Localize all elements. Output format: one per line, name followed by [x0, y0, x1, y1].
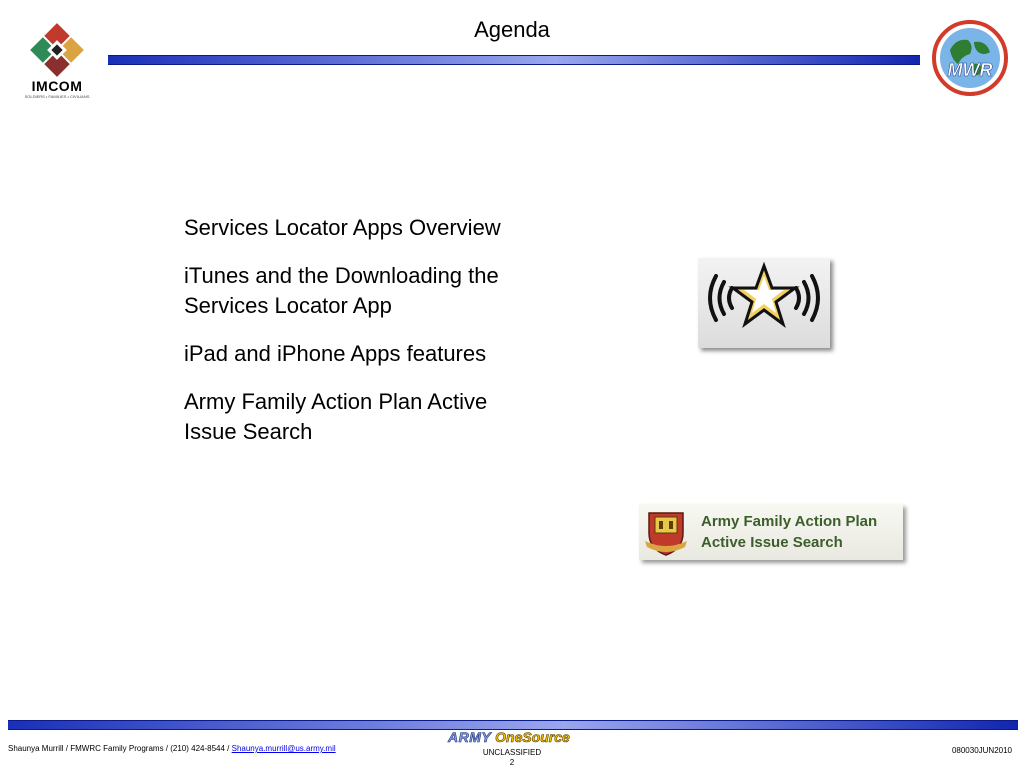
agenda-item-line: Army Family Action Plan Active — [184, 389, 488, 414]
footer-contact — [8, 744, 336, 753]
imcom-logo-subtext: SOLDIERS • FAMILIES • CIVILIANS — [24, 94, 90, 99]
page-number: 2 — [509, 758, 515, 767]
mwr-globe-logo-icon — [932, 20, 1008, 96]
afap-banner-line: Army Family Action Plan — [701, 513, 878, 530]
agenda-item — [184, 213, 604, 243]
mwr-logo-text: MWR — [947, 60, 993, 80]
agenda-list — [184, 213, 604, 465]
agenda-item-line: iTunes and the Downloading the — [184, 263, 499, 288]
afap-active-issue-search-image — [639, 504, 903, 560]
classification-label: UNCLASSIFIED — [482, 748, 542, 757]
agenda-item-line: Issue Search — [184, 419, 313, 444]
footer-date-code: 080030JUN2010 — [951, 746, 1012, 755]
agenda-item-line: Services Locator Apps Overview — [184, 215, 501, 240]
agenda-item — [184, 339, 604, 369]
army-onesource-onesource-text: OneSource — [495, 729, 570, 745]
agenda-item-line: iPad and iPhone Apps features — [184, 341, 487, 366]
footer-email-link[interactable]: Shaunya.murrill@us.army.mil — [231, 744, 336, 753]
star-signal-icon — [698, 258, 830, 348]
agenda-item-line: Services Locator App — [184, 293, 392, 318]
header-divider-bar — [108, 55, 920, 65]
agenda-item — [184, 261, 604, 321]
agenda-item — [184, 387, 604, 447]
afap-crest-icon — [643, 507, 689, 557]
imcom-logo-text: IMCOM — [31, 78, 83, 94]
slide-title: Agenda — [474, 17, 550, 42]
army-onesource-army-text: ARMY — [448, 729, 492, 745]
footer-contact-text: Shaunya Murrill / FMWRC Family Programs / (210) 424-8544 / — [8, 744, 232, 753]
afap-banner-line: Active Issue Search — [701, 534, 843, 551]
army-onesource-logo — [448, 729, 576, 745]
services-locator-app-image — [698, 258, 830, 348]
